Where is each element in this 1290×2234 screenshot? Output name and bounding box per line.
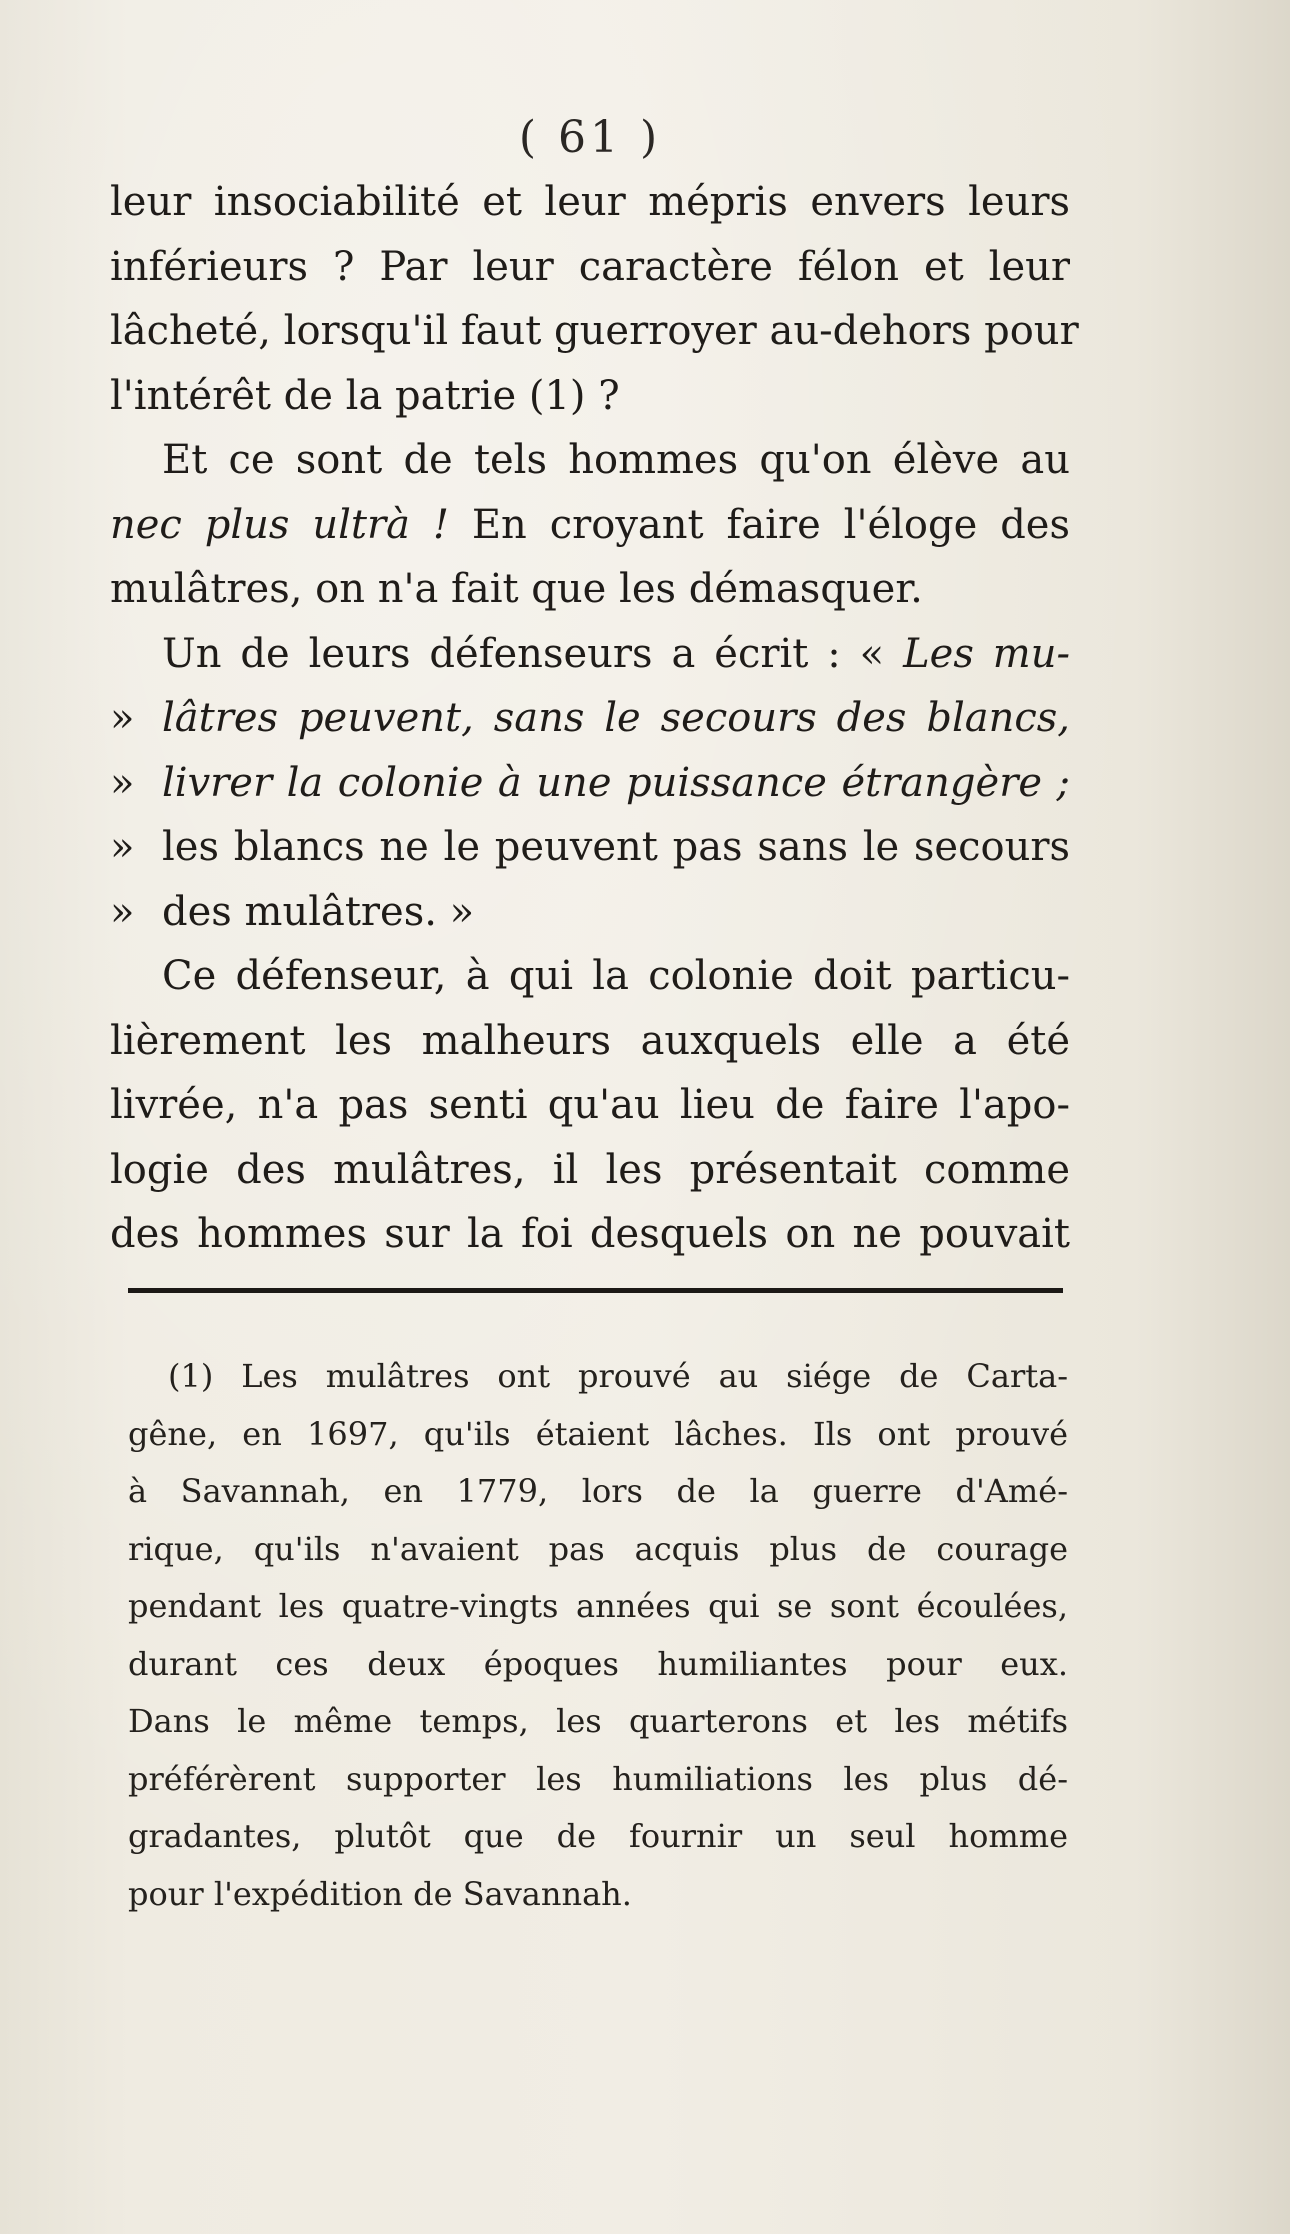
italic-phrase: nec plus ultrà ! xyxy=(110,501,449,548)
quote-mark: » xyxy=(110,888,135,935)
text-line xyxy=(110,686,1070,751)
text-fragment: des mulâtres. » xyxy=(162,888,475,935)
footnote-line: pour l'expédition de Savannah. xyxy=(128,1874,632,1913)
italic-phrase: lâtres peuvent, sans le secours des blancs, xyxy=(162,695,1070,741)
page-number: ( 61 ) xyxy=(518,112,662,163)
text-line xyxy=(110,622,1070,687)
text-line xyxy=(110,493,1070,558)
main-text xyxy=(110,170,1079,1267)
quote-mark: » xyxy=(110,824,135,870)
text-line: l'intérêt de la patrie (1) ? xyxy=(110,372,620,419)
footnote-line: durant ces deux époques humiliantes pour eux. xyxy=(128,1644,1068,1683)
text-fragment: les blancs ne le peuvent pas sans le secours xyxy=(162,824,1070,870)
footnote-line: à Savannah, en 1779, lors de la guerre d'Amé- xyxy=(128,1472,1068,1510)
footnote-line: (1) Les mulâtres ont prouvé au siége de Carta- xyxy=(168,1357,1068,1395)
footnote-divider xyxy=(128,1288,1063,1293)
text-line xyxy=(110,880,1070,945)
text-line xyxy=(110,751,1070,816)
text-line: Et ce sont de tels hommes qu'on élève au xyxy=(162,437,1070,483)
footnote-line: Dans le même temps, les quarterons et les métifs xyxy=(128,1702,1068,1740)
text-line: livrée, n'a pas senti qu'au lieu de faire l'apo- xyxy=(110,1082,1070,1128)
footnote-line: pendant les quatre-vingts années qui se sont écoulées, xyxy=(128,1587,1068,1625)
text-fragment: En croyant faire l'éloge des xyxy=(448,501,1071,548)
footnote-line: gradantes, plutôt que de fournir un seul homme xyxy=(128,1817,1068,1855)
footnote xyxy=(128,1348,1068,1923)
footnote-line: préférèrent supporter les humiliations les plus dé- xyxy=(128,1759,1068,1798)
italic-phrase: Les mu- xyxy=(903,630,1070,677)
text-line: Ce défenseur, à qui la colonie doit particu- xyxy=(162,953,1070,999)
quote-mark: » xyxy=(110,695,135,741)
text-line: logie des mulâtres, il les présentait comme xyxy=(110,1146,1070,1193)
text-line: mulâtres, on n'a fait que les démasquer. xyxy=(110,566,923,612)
italic-phrase: livrer la colonie à une puissance étrangère ; xyxy=(162,759,1070,806)
text-line: inférieurs ? Par leur caractère félon et leur xyxy=(110,243,1070,290)
text-line: lâcheté, lorsqu'il faut guerroyer au-dehors pour xyxy=(110,308,1079,354)
text-line xyxy=(110,815,1070,880)
text-line: des hommes sur la foi desquels on ne pouvait xyxy=(110,1211,1070,1257)
footnote-line: rique, qu'ils n'avaient pas acquis plus de courage xyxy=(128,1529,1068,1568)
text-line: leur insociabilité et leur mépris envers leurs xyxy=(110,179,1070,225)
text-line: lièrement les malheurs auxquels elle a été xyxy=(110,1017,1070,1064)
text-fragment: Un de leurs défenseurs a écrit : « xyxy=(162,630,904,677)
quote-mark: » xyxy=(110,759,135,806)
footnote-line: gêne, en 1697, qu'ils étaient lâches. Ils ont prouvé xyxy=(128,1414,1068,1453)
